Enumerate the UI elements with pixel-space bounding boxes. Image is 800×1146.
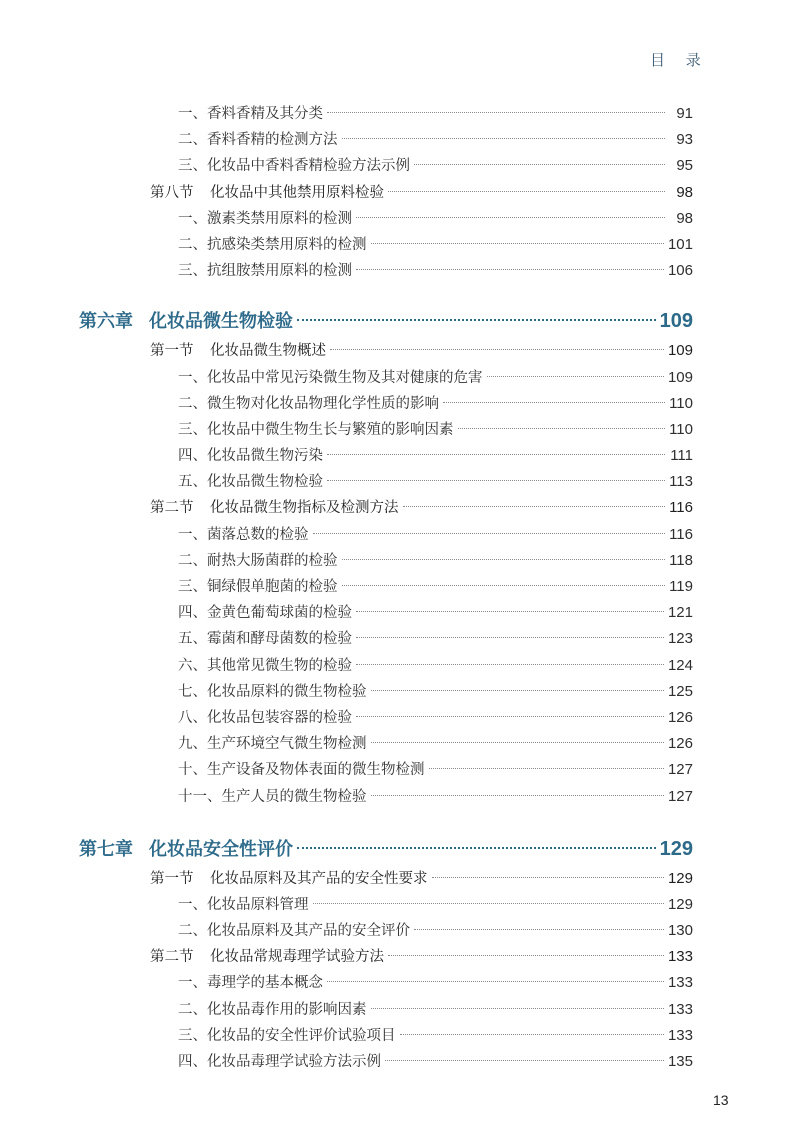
toc-item-row[interactable] — [0, 391, 800, 417]
toc-chapter-row[interactable] — [0, 306, 800, 336]
toc-section-title: 化妆品常规毒理学试验方法 — [210, 949, 384, 966]
toc-page-number: 130 — [667, 922, 693, 940]
toc-item-row[interactable] — [0, 892, 800, 918]
dot-leader — [458, 428, 666, 429]
toc-item-row[interactable] — [0, 731, 800, 757]
toc-page-number: 129 — [667, 895, 693, 913]
dot-leader — [297, 847, 656, 849]
toc-page-number: 113 — [669, 473, 693, 491]
toc-page-number: 111 — [670, 447, 693, 465]
toc-page-number: 106 — [667, 262, 693, 280]
toc-item-row[interactable] — [0, 997, 800, 1023]
toc-section-title: 化妆品微生物概述 — [210, 343, 326, 360]
dot-leader — [342, 138, 666, 139]
toc-section-number: 第二节 — [150, 949, 194, 966]
dot-leader — [403, 506, 666, 507]
page-number: 13 — [713, 1092, 729, 1108]
toc-chapter-number: 第七章 — [79, 838, 133, 860]
toc-item-title: 一、化妆品原料管理 — [178, 896, 309, 913]
toc-page-number: 116 — [669, 499, 693, 517]
toc-item-row[interactable] — [0, 574, 800, 600]
toc-page-number: 119 — [669, 578, 693, 595]
toc-item-title: 一、激素类禁用原料的检测 — [178, 210, 352, 227]
toc-section-title: 化妆品原料及其产品的安全性要求 — [210, 870, 428, 887]
dot-leader — [388, 955, 664, 956]
toc-page-number: 126 — [667, 735, 693, 753]
toc-item-title: 十、生产设备及物体表面的微生物检测 — [178, 762, 425, 779]
dot-leader — [371, 795, 664, 796]
toc-chapter-row[interactable] — [0, 834, 800, 864]
toc-item-row[interactable] — [0, 653, 800, 679]
running-header: 目 录 — [650, 51, 709, 69]
toc-item-title: 五、霉菌和酵母菌数的检验 — [178, 631, 352, 648]
toc-item-row[interactable] — [0, 1049, 800, 1075]
toc-item-row[interactable] — [0, 365, 800, 391]
toc-item-title: 一、化妆品中常见污染微生物及其对健康的危害 — [178, 369, 483, 386]
toc-page-number: 133 — [667, 948, 693, 966]
toc-chapter-title: 化妆品安全性评价 — [149, 838, 293, 860]
toc-item-row[interactable] — [0, 548, 800, 574]
dot-leader — [371, 690, 664, 691]
toc-item-title: 六、其他常见微生物的检验 — [178, 657, 352, 674]
toc-page-number: 118 — [669, 551, 693, 569]
toc-page-number: 109 — [659, 310, 693, 333]
dot-leader — [297, 319, 656, 321]
toc-item-title: 一、香料香精及其分类 — [178, 106, 323, 122]
toc-item-title: 三、化妆品中香料香精检验方法示例 — [178, 158, 410, 175]
dot-leader — [432, 877, 664, 878]
dot-leader — [356, 637, 664, 638]
toc-item-title: 一、毒理学的基本概念 — [178, 975, 323, 992]
toc-page-number: 95 — [676, 157, 693, 175]
toc-item-title: 五、化妆品微生物检验 — [178, 474, 323, 491]
toc-item-row[interactable] — [0, 206, 800, 232]
dot-leader — [429, 768, 664, 769]
toc-page-number: 93 — [676, 131, 693, 149]
toc-page-number: 127 — [667, 761, 693, 779]
toc-chapter-title: 化妆品微生物检验 — [149, 311, 293, 333]
toc-page-number: 109 — [667, 342, 693, 360]
toc-section-number: 第一节 — [150, 870, 194, 887]
toc-section-number: 第二节 — [150, 500, 194, 517]
toc-page-number: 110 — [669, 420, 693, 438]
table-of-contents — [0, 101, 800, 1075]
dot-leader — [313, 533, 666, 534]
toc-item-row[interactable] — [0, 232, 800, 258]
toc-section-row[interactable] — [0, 338, 800, 364]
toc-item-row[interactable] — [0, 918, 800, 944]
toc-item-title: 二、抗感染类禁用原料的检测 — [178, 236, 367, 253]
toc-item-row[interactable] — [0, 127, 800, 153]
dot-leader — [385, 1060, 664, 1061]
toc-item-title: 八、化妆品包装容器的检验 — [178, 709, 352, 726]
dot-leader — [400, 1034, 664, 1035]
toc-section-row[interactable] — [0, 180, 800, 206]
toc-page-number: 98 — [676, 209, 693, 227]
dot-leader — [342, 559, 666, 560]
toc-item-title: 三、铜绿假单胞菌的检验 — [178, 579, 338, 595]
dot-leader — [356, 716, 664, 717]
toc-item-row[interactable] — [0, 522, 800, 548]
toc-section-row[interactable] — [0, 495, 800, 521]
dot-leader — [327, 454, 665, 455]
dot-leader — [313, 903, 664, 904]
dot-leader — [487, 376, 664, 377]
toc-item-row[interactable] — [0, 258, 800, 284]
toc-item-title: 一、菌落总数的检验 — [178, 526, 309, 543]
dot-leader — [356, 269, 664, 270]
toc-page-number: 123 — [667, 630, 693, 648]
toc-item-row[interactable] — [0, 600, 800, 626]
toc-section-number: 第一节 — [150, 343, 194, 360]
toc-item-title: 七、化妆品原料的微生物检验 — [178, 683, 367, 700]
toc-item-title: 十一、生产人员的微生物检验 — [178, 788, 367, 805]
toc-item-row[interactable] — [0, 784, 800, 810]
toc-item-title: 三、抗组胺禁用原料的检测 — [178, 263, 352, 280]
dot-leader — [356, 611, 664, 612]
toc-item-row[interactable] — [0, 153, 800, 179]
toc-page-number: 129 — [667, 869, 693, 887]
dot-leader — [371, 742, 664, 743]
toc-page-number: 101 — [667, 235, 693, 253]
toc-item-title: 二、耐热大肠菌群的检验 — [178, 552, 338, 569]
toc-page-number: 129 — [659, 837, 693, 860]
toc-page-number: 127 — [667, 787, 693, 805]
toc-page-number: 124 — [667, 656, 693, 674]
toc-item-row[interactable] — [0, 469, 800, 495]
toc-item-title: 三、化妆品中微生物生长与繁殖的影响因素 — [178, 421, 454, 438]
toc-section-row[interactable] — [0, 944, 800, 970]
dot-leader — [414, 164, 665, 165]
toc-item-row[interactable] — [0, 626, 800, 652]
toc-item-row[interactable] — [0, 1023, 800, 1049]
toc-item-title: 二、微生物对化妆品物理化学性质的影响 — [178, 395, 439, 412]
dot-leader — [327, 480, 665, 481]
toc-item-title: 三、化妆品的安全性评价试验项目 — [178, 1027, 396, 1044]
toc-page-number: 135 — [667, 1053, 693, 1070]
toc-item-row[interactable] — [0, 757, 800, 783]
toc-page-number: 110 — [669, 394, 693, 412]
dot-leader — [443, 402, 665, 403]
dot-leader — [371, 243, 664, 244]
dot-leader — [356, 664, 664, 665]
toc-item-row[interactable] — [0, 443, 800, 469]
toc-page-number: 121 — [667, 604, 693, 622]
toc-page-number: 126 — [667, 708, 693, 726]
toc-section-title: 化妆品微生物指标及检测方法 — [210, 500, 399, 517]
dot-leader — [342, 585, 666, 586]
toc-page-number: 133 — [667, 974, 693, 992]
toc-section-title: 化妆品中其他禁用原料检验 — [210, 184, 384, 201]
toc-item-row[interactable] — [0, 705, 800, 731]
dot-leader — [327, 981, 664, 982]
toc-item-row[interactable] — [0, 679, 800, 705]
toc-item-title: 四、金黄色葡萄球菌的检验 — [178, 605, 352, 622]
toc-item-title: 二、化妆品原料及其产品的安全评价 — [178, 923, 410, 940]
dot-leader — [414, 929, 664, 930]
toc-page-number: 91 — [676, 105, 693, 122]
toc-item-title: 二、香料香精的检测方法 — [178, 132, 338, 149]
dot-leader — [327, 112, 665, 113]
toc-page-number: 109 — [667, 368, 693, 386]
toc-page-number: 116 — [669, 525, 693, 543]
toc-item-title: 九、生产环境空气微生物检测 — [178, 736, 367, 753]
toc-page-number: 98 — [676, 183, 693, 201]
toc-chapter-number: 第六章 — [79, 311, 133, 333]
toc-item-title: 二、化妆品毒作用的影响因素 — [178, 1001, 367, 1018]
dot-leader — [330, 349, 664, 350]
toc-item-title: 四、化妆品毒理学试验方法示例 — [178, 1054, 381, 1070]
toc-page-number: 125 — [667, 682, 693, 700]
dot-leader — [388, 191, 665, 192]
toc-page-number: 133 — [667, 1026, 693, 1044]
toc-section-number: 第八节 — [150, 184, 194, 201]
dot-leader — [371, 1008, 664, 1009]
toc-item-row[interactable] — [0, 970, 800, 996]
toc-section-row[interactable] — [0, 866, 800, 892]
toc-item-title: 四、化妆品微生物污染 — [178, 448, 323, 465]
toc-item-row[interactable] — [0, 417, 800, 443]
toc-page-number: 133 — [667, 1000, 693, 1018]
dot-leader — [356, 217, 665, 218]
toc-item-row[interactable] — [0, 101, 800, 127]
